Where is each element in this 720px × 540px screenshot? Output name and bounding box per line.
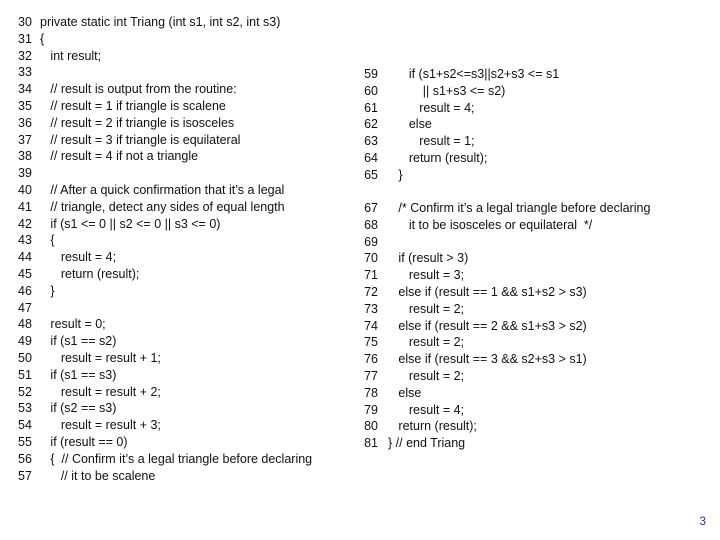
line-code: /* Confirm it’s a legal triangle before declaring <box>388 201 651 215</box>
line-number: 51 <box>18 367 32 382</box>
code-line <box>18 216 312 233</box>
line-code: return (result); <box>388 150 488 165</box>
line-code: result = 2; <box>388 301 465 316</box>
code-line <box>18 384 312 401</box>
code-line <box>18 316 312 333</box>
line-code: else <box>388 117 432 132</box>
code-line <box>18 148 312 165</box>
line-number: 31 <box>18 31 32 46</box>
code-line <box>358 217 650 234</box>
code-line <box>358 334 650 351</box>
code-line <box>18 434 312 451</box>
line-code: if (s2 == s3) <box>40 401 117 416</box>
line-code: // triangle, detect any sides of equal length <box>40 199 285 214</box>
code-line <box>358 418 650 435</box>
line-number: 36 <box>18 115 32 130</box>
line-number: 40 <box>18 182 32 197</box>
line-number: 72 <box>364 284 378 299</box>
line-code: else if (result == 3 && s2+s3 > s1) <box>388 352 587 367</box>
line-code: result = 2; <box>388 368 465 383</box>
line-number: 46 <box>18 283 32 298</box>
code-line <box>358 402 650 419</box>
line-number: 59 <box>364 67 378 81</box>
line-number: 60 <box>364 83 378 98</box>
line-number: 52 <box>18 384 32 399</box>
line-number: 79 <box>364 402 378 417</box>
line-code: else if (result == 2 && s1+s3 > s2) <box>388 318 587 333</box>
line-code: // result = 3 if triangle is equilateral <box>40 132 241 147</box>
code-line <box>358 267 650 284</box>
line-number: 61 <box>364 100 378 115</box>
code-line <box>18 350 312 367</box>
line-number: 62 <box>364 117 378 132</box>
line-number: 37 <box>18 132 32 147</box>
line-number: 67 <box>364 201 378 215</box>
line-code: result = 1; <box>388 134 475 149</box>
line-number: 75 <box>364 335 378 350</box>
code-line <box>18 232 312 249</box>
line-code: result = 3; <box>388 268 465 283</box>
line-code: } // end Triang <box>388 436 466 451</box>
line-code: { // Confirm it’s a legal triangle before declaring <box>40 451 313 466</box>
line-number: 48 <box>18 317 32 332</box>
line-code: result = 2; <box>388 335 465 350</box>
line-number: 32 <box>18 48 32 63</box>
code-line <box>18 31 312 48</box>
code-block-left <box>18 14 312 484</box>
line-code: // After a quick confirmation that it’s a legal <box>40 182 285 197</box>
line-number: 35 <box>18 98 32 113</box>
page-number: 3 <box>699 514 706 528</box>
code-line <box>358 100 559 117</box>
line-code: } <box>40 283 55 298</box>
code-line <box>358 234 650 251</box>
code-line <box>358 66 559 83</box>
line-number: 33 <box>18 65 32 80</box>
line-code: if (s1 == s3) <box>40 367 117 382</box>
line-code: result = result + 3; <box>40 418 161 433</box>
line-number: 80 <box>364 419 378 434</box>
line-code: result = result + 1; <box>40 350 161 365</box>
code-line <box>358 368 650 385</box>
line-number: 41 <box>18 199 32 214</box>
line-code: { <box>40 233 55 248</box>
line-number: 34 <box>18 82 32 97</box>
code-line <box>18 249 312 266</box>
line-number: 30 <box>18 15 32 29</box>
line-code: else <box>388 385 422 400</box>
line-code: return (result); <box>388 419 477 434</box>
code-line <box>18 182 312 199</box>
line-code: // result = 1 if triangle is scalene <box>40 98 226 113</box>
line-number: 77 <box>364 368 378 383</box>
line-number: 64 <box>364 150 378 165</box>
line-code: if (s1+s2<=s3||s2+s3 <= s1 <box>388 67 560 81</box>
code-line <box>358 167 559 184</box>
line-code: else if (result == 1 && s1+s2 > s3) <box>388 284 587 299</box>
line-number: 70 <box>364 251 378 266</box>
line-number: 71 <box>364 268 378 283</box>
code-line <box>18 333 312 350</box>
line-number: 44 <box>18 250 32 265</box>
line-number: 65 <box>364 167 378 182</box>
code-line <box>358 200 650 217</box>
code-line <box>18 115 312 132</box>
line-code: if (result == 0) <box>40 434 128 449</box>
line-number: 53 <box>18 401 32 416</box>
code-line <box>18 165 312 182</box>
code-line <box>18 283 312 300</box>
line-code: // result = 4 if not a triangle <box>40 149 199 164</box>
line-number: 42 <box>18 216 32 231</box>
line-code: // result is output from the routine: <box>40 82 237 97</box>
code-line <box>18 48 312 65</box>
line-number: 74 <box>364 318 378 333</box>
line-number: 47 <box>18 300 32 315</box>
code-line <box>18 132 312 149</box>
code-line <box>358 301 650 318</box>
line-code: { <box>40 31 45 46</box>
code-line <box>18 367 312 384</box>
line-number: 57 <box>18 468 32 483</box>
line-number: 68 <box>364 217 378 232</box>
line-number: 81 <box>364 436 378 451</box>
code-line <box>18 300 312 317</box>
line-number: 43 <box>18 233 32 248</box>
line-code: if (result > 3) <box>388 251 469 266</box>
line-number: 76 <box>364 352 378 367</box>
code-line <box>18 14 312 31</box>
line-code: result = 4; <box>388 100 475 115</box>
line-number: 78 <box>364 385 378 400</box>
line-number: 69 <box>364 234 378 249</box>
line-code: result = 0; <box>40 317 106 332</box>
code-line <box>18 451 312 468</box>
code-line <box>358 83 559 100</box>
line-number: 73 <box>364 301 378 316</box>
code-line <box>18 81 312 98</box>
line-number: 49 <box>18 334 32 349</box>
code-line <box>358 351 650 368</box>
line-code: result = 4; <box>388 402 465 417</box>
code-line <box>358 150 559 167</box>
line-code: // result = 2 if triangle is isosceles <box>40 115 235 130</box>
line-code: if (s1 == s2) <box>40 334 117 349</box>
code-block-right-top <box>358 66 559 184</box>
code-line <box>358 116 559 133</box>
line-number: 38 <box>18 149 32 164</box>
code-block-right-bottom <box>358 200 650 452</box>
line-code: } <box>388 167 403 182</box>
line-code: // it to be scalene <box>40 468 156 483</box>
code-line <box>18 417 312 434</box>
code-line <box>18 64 312 81</box>
code-line <box>358 250 650 267</box>
line-code: it to be isosceles or equilateral */ <box>388 217 593 232</box>
line-code: result = result + 2; <box>40 384 161 399</box>
line-code: || s1+s3 <= s2) <box>388 83 506 98</box>
code-line <box>18 266 312 283</box>
line-code: if (s1 <= 0 || s2 <= 0 || s3 <= 0) <box>40 216 221 231</box>
line-number: 45 <box>18 266 32 281</box>
code-line <box>18 468 312 485</box>
code-line <box>18 199 312 216</box>
code-line <box>18 400 312 417</box>
line-number: 54 <box>18 418 32 433</box>
line-code: private static int Triang (int s1, int s2, int s3) <box>40 15 281 29</box>
code-line <box>358 385 650 402</box>
code-line <box>358 435 650 452</box>
line-number: 50 <box>18 350 32 365</box>
code-line <box>18 98 312 115</box>
line-code: result = 4; <box>40 250 117 265</box>
code-line <box>358 133 559 150</box>
line-code: int result; <box>40 48 102 63</box>
line-number: 55 <box>18 434 32 449</box>
line-number: 56 <box>18 451 32 466</box>
line-number: 39 <box>18 166 32 181</box>
line-code: return (result); <box>40 266 140 281</box>
line-number: 63 <box>364 134 378 149</box>
code-line <box>358 318 650 335</box>
code-line <box>358 284 650 301</box>
